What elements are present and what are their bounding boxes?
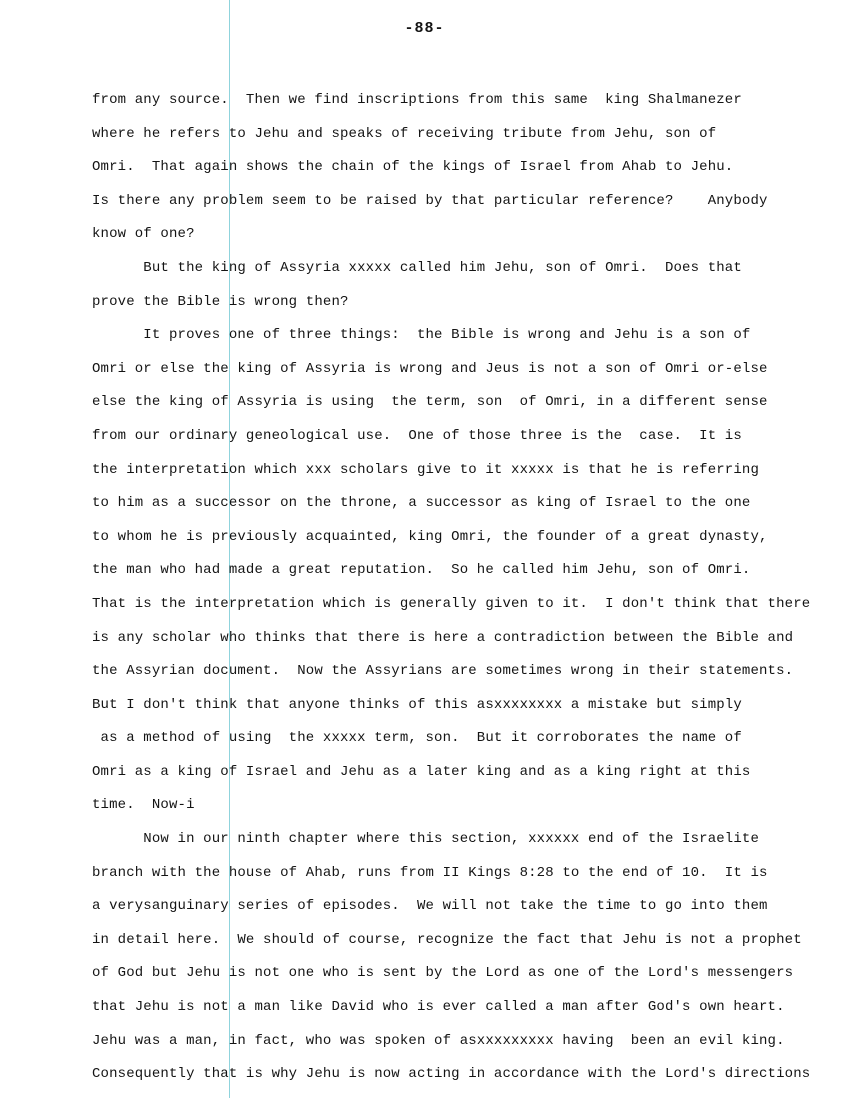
text-line: the interpretation which xxx scholars give to it xxxxx is that he is referring xyxy=(92,461,760,478)
text-line: But the king of Assyria xxxxx called him Jehu, son of Omri. Does that xyxy=(92,259,742,276)
text-line: the man who had made a great reputation. So he called him Jehu, son of Omri. xyxy=(92,562,751,579)
text-line: of God but Jehu is not one who is sent by the Lord as one of the Lord's messengers xyxy=(92,965,794,982)
text-line: a verysanguinary series of episodes. We will not take the time to go into them xyxy=(92,898,768,915)
text-line: in detail here. We should of course, recognize the fact that Jehu is not a prophet xyxy=(92,931,802,948)
text-line: know of one? xyxy=(92,226,195,243)
text-line: Omri. That again shows the chain of the kings of Israel from Ahab to Jehu. xyxy=(92,159,734,176)
text-line: Omri as a king of Israel and Jehu as a later king and as a king right at this xyxy=(92,763,751,780)
text-line: Is there any problem seem to be raised by that particular reference? Anybody xyxy=(92,192,768,209)
text-line: branch with the house of Ahab, runs from II Kings 8:28 to the end of 10. It is xyxy=(92,864,768,881)
text-line: the Assyrian document. Now the Assyrians are sometimes wrong in their statements. xyxy=(92,663,794,680)
text-line: But I don't think that anyone thinks of this asxxxxxxxx a mistake but simply xyxy=(92,696,742,713)
text-line: is any scholar who thinks that there is here a contradiction between the Bible and xyxy=(92,629,794,646)
text-line: from our ordinary geneological use. One of those three is the case. It is xyxy=(92,427,742,444)
text-line: prove the Bible is wrong then? xyxy=(92,293,349,310)
text-line: as a method of using the xxxxx term, son. But it corroborates the name of xyxy=(92,730,742,747)
text-line: It proves one of three things: the Bible is wrong and Jehu is a son of xyxy=(92,327,751,344)
text-line: Now in our ninth chapter where this section, xxxxxx end of the Israelite xyxy=(92,831,760,848)
text-line: Omri or else the king of Assyria is wrong and Jeus is not a son of Omri or-else xyxy=(92,360,768,377)
text-line: Jehu was a man, in fact, who was spoken of asxxxxxxxxx having been an evil king. xyxy=(92,1032,785,1049)
text-line: where he refers to Jehu and speaks of receiving tribute from Jehu, son of xyxy=(92,125,717,142)
text-line: to him as a successor on the throne, a successor as king of Israel to the one xyxy=(92,495,751,512)
page-number: -88- xyxy=(404,20,445,37)
text-line: to whom he is previously acquainted, king Omri, the founder of a great dynasty, xyxy=(92,528,768,545)
text-line: That is the interpretation which is generally given to it. I don't think that there xyxy=(92,595,811,612)
text-line: time. Now-i xyxy=(92,797,195,814)
body-text xyxy=(92,87,812,1095)
text-line: that Jehu is not a man like David who is ever called a man after God's own heart. xyxy=(92,999,785,1016)
text-line: else the king of Assyria is using the term, son of Omri, in a different sense xyxy=(92,394,768,411)
text-line: from any source. Then we find inscriptions from this same king Shalmanezer xyxy=(92,92,742,108)
text-line: Consequently that is why Jehu is now acting in accordance with the Lord's directions xyxy=(92,1066,811,1083)
